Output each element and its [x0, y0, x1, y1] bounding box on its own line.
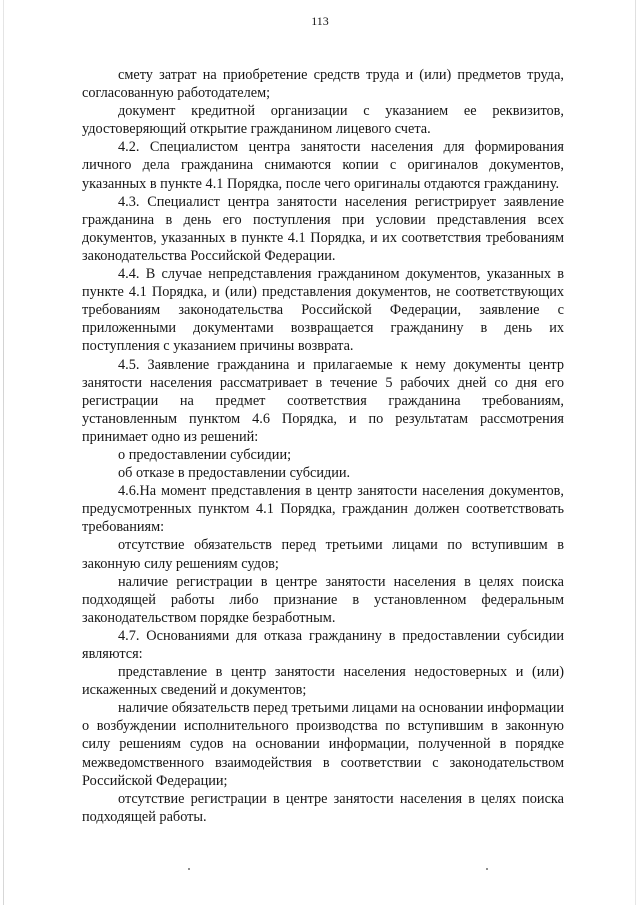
scan-edge-left [3, 0, 4, 905]
scan-speck [188, 868, 190, 870]
paragraph-4-4: 4.4. В случае непредставления гражданином документов, указанных в пункте 4.1 Порядка, и (или) представления документов, не соответствующих требованиям законодательства Российской Федерации, заявление с приложенными документами возвращается гражданину в день их поступления с указанием причины возврата. [82, 266, 564, 355]
paragraph-expense-estimate: смету затрат на приобретение средств труда и (или) предметов труда, согласованную работодателем; [82, 67, 564, 102]
scan-edge-right [635, 0, 636, 905]
paragraph-4-2: 4.2. Специалистом центра занятости населения для формирования личного дела гражданина снимаются копии с оригиналов документов, указанных в пункте 4.1 Порядка, после чего оригиналы отдаются гражданину. [82, 139, 564, 192]
paragraph-obligations-info: наличие обязательств перед третьими лицами на основании информации о возбуждении исполнительного производства по вступившим в законную силу решениям судов на основании информации, полученной в порядке межведомственного взаимодействия в соответствии с законодательством Российской Федерации; [82, 700, 564, 789]
paragraph-4-6: 4.6.На момент представления в центр занятости населения документов, предусмотренных пунктом 4.1 Порядка, гражданин должен соответствовать требованиям: [82, 483, 564, 536]
paragraph-registration: наличие регистрации в центре занятости населения в целях поиска подходящей работы либо признание в установленном федеральным законодательством порядке безработным. [82, 573, 564, 626]
paragraph-decision-refusal: об отказе в предоставлении субсидии. [118, 465, 351, 482]
paragraph-4-7: 4.7. Основаниями для отказа гражданину в предоставлении субсидии являются: [82, 627, 564, 662]
paragraph-no-registration: отсутствие регистрации в центре занятости населения в целях поиска подходящей работы. [82, 790, 564, 825]
paragraph-bank-document: документ кредитной организации с указанием ее реквизитов, удостоверяющий открытие гражданином лицевого счета. [82, 103, 564, 138]
paragraph-4-5: 4.5. Заявление гражданина и прилагаемые к нему документы центр занятости населения рассматривает в течение 5 рабочих дней со дня его регистрации на предмет соответствия гражданина требованиям, установленным пунктом 4.6 Порядка, и по результатам рассмотрения принимает одно из решений: [82, 356, 564, 445]
scan-speck [486, 868, 488, 870]
document-body [82, 66, 564, 826]
paragraph-no-obligations: отсутствие обязательств перед третьими лицами по вступившим в законную силу решениям судов; [82, 537, 564, 572]
page-number: 113 [311, 14, 329, 28]
paragraph-4-3: 4.3. Специалист центра занятости населения регистрирует заявление гражданина в день его поступления при условии представления всех документов, указанных в пункте 4.1 Порядка, и их соответствия требованиям законодательства Российской Федерации. [82, 193, 564, 264]
paragraph-false-info: представление в центр занятости населения недостоверных и (или) искаженных сведений и документов; [82, 664, 564, 699]
paragraph-decision-grant: о предоставлении субсидии; [118, 446, 292, 463]
